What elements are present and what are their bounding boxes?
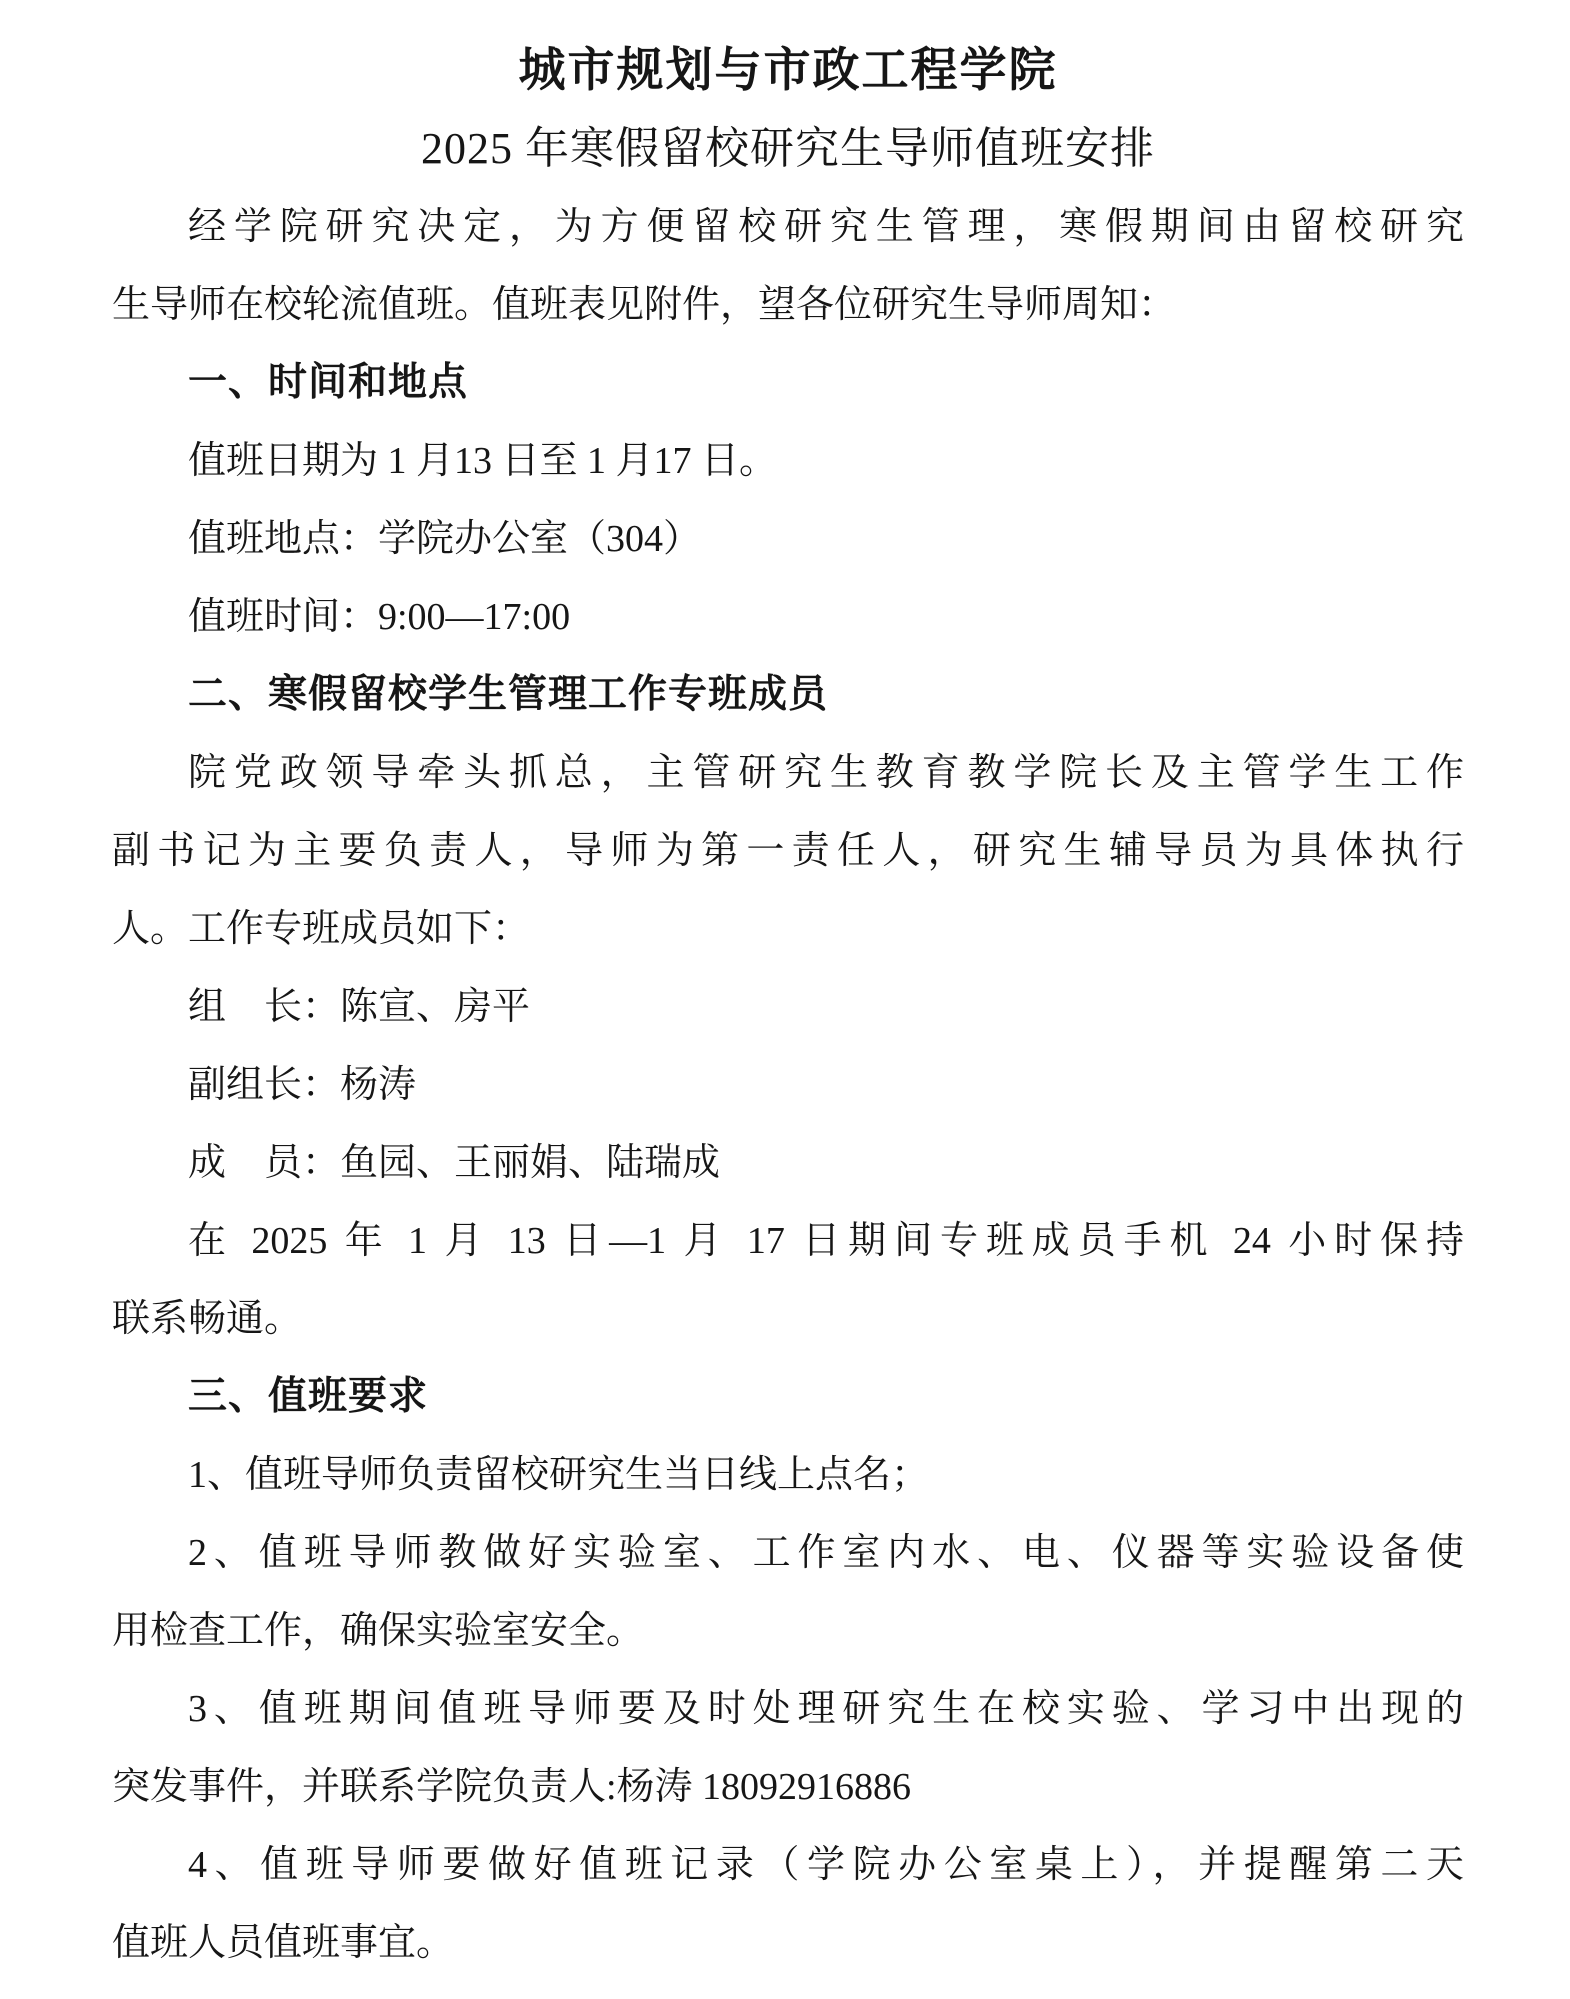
paragraph-line: 突发事件，并联系学院负责人:杨涛 18092916886	[112, 1766, 912, 1808]
list-item: 1、值班导师负责留校研究生当日线上点名；	[188, 1454, 930, 1496]
paragraph-line: 生导师在校轮流值班。值班表见附件，望各位研究生导师周知：	[112, 284, 1177, 326]
paragraph-line: 值班日期为 1 月13 日至 1 月17 日。	[188, 440, 778, 482]
paragraph-line: 值班人员值班事宜。	[112, 1922, 455, 1964]
paragraph-line: 在 2025 年 1 月 13 日—1 月 17 日期间专班成员手机 24 小时保持	[188, 1220, 1464, 1262]
list-item: 4、值班导师要做好值班记录（学院办公室桌上），并提醒第二天	[188, 1844, 1464, 1886]
list-item: 2、值班导师教做好实验室、工作室内水、电、仪器等实验设备使	[188, 1532, 1464, 1574]
paragraph-line: 值班地点：学院办公室（304）	[188, 518, 702, 560]
list-item: 组 长：陈宣、房平	[188, 986, 531, 1028]
paragraph-line: 副书记为主要负责人，导师为第一责任人，研究生辅导员为具体执行	[112, 830, 1464, 872]
section-heading: 二、寒假留校学生管理工作专班成员	[188, 673, 829, 716]
paragraph-line: 经学院研究决定，为方便留校研究生管理，寒假期间由留校研究	[188, 206, 1464, 248]
paragraph-line: 人。工作专班成员如下：	[112, 908, 531, 950]
list-item: 3、值班期间值班导师要及时处理研究生在校实验、学习中出现的	[188, 1688, 1464, 1730]
doc-title: 城市规划与市政工程学院	[518, 45, 1058, 97]
list-item: 副组长：杨涛	[188, 1064, 417, 1106]
paragraph-line: 用检查工作，确保实验室安全。	[112, 1610, 645, 1652]
section-heading: 三、值班要求	[188, 1375, 429, 1418]
list-item: 成 员：鱼园、王丽娟、陆瑞成	[188, 1142, 721, 1184]
paragraph-line: 院党政领导牵头抓总，主管研究生教育教学院长及主管学生工作	[188, 752, 1464, 794]
section-heading: 一、时间和地点	[188, 361, 469, 404]
doc-subtitle: 2025 年寒假留校研究生导师值班安排	[421, 124, 1155, 173]
paragraph-line: 值班时间：9:00—17:00	[188, 596, 571, 638]
paragraph-line: 联系畅通。	[112, 1298, 303, 1340]
